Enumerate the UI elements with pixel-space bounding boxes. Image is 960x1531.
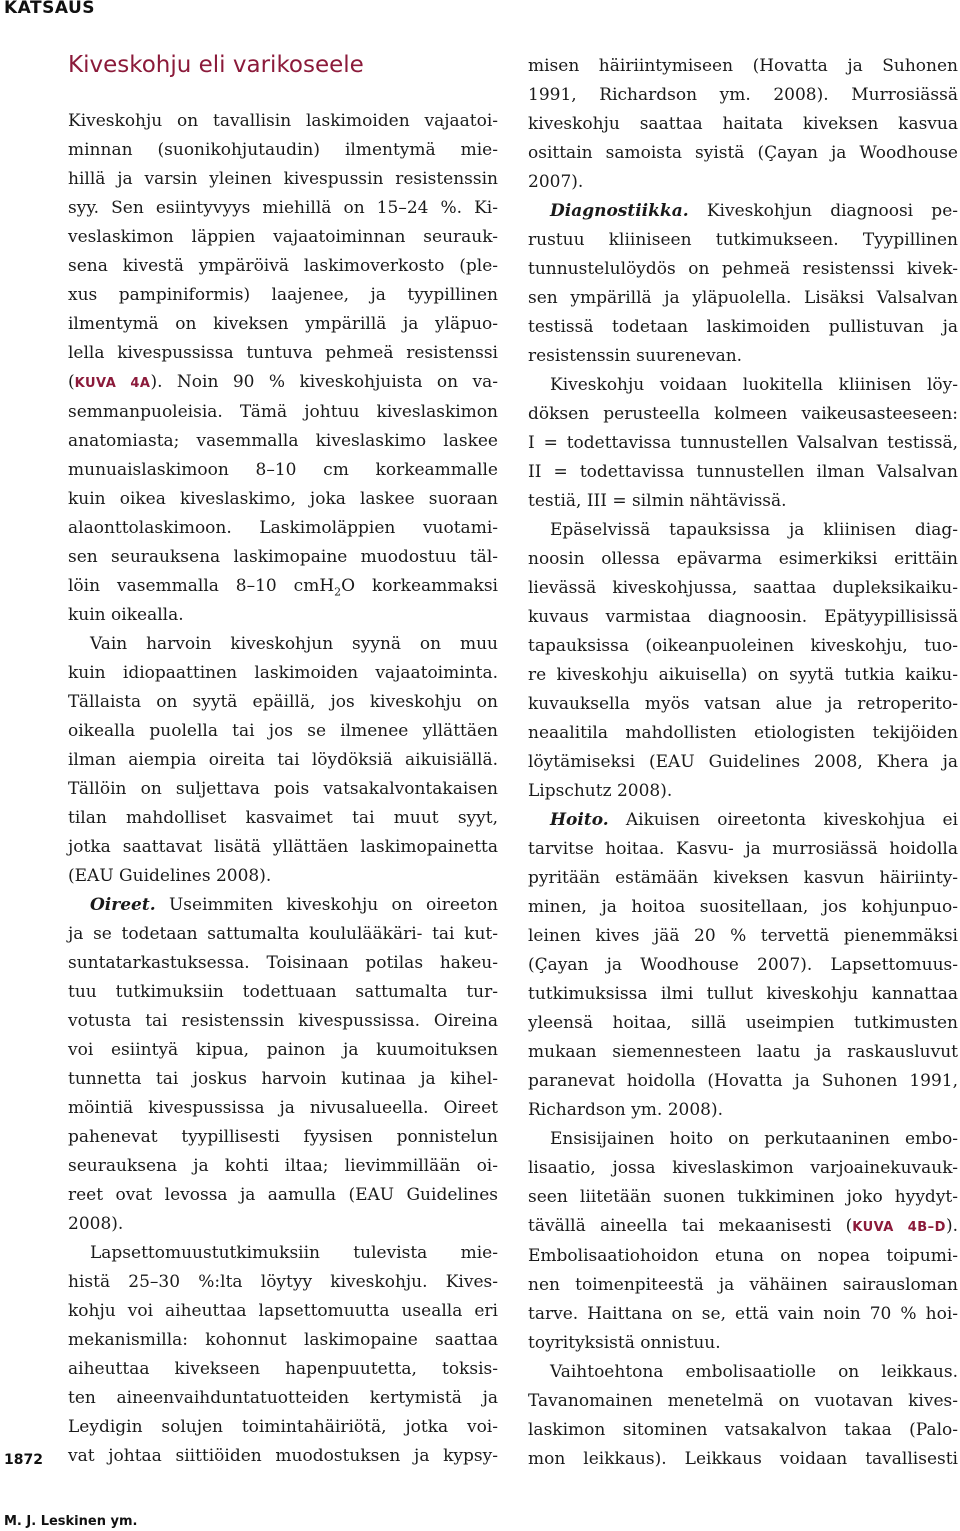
text-line: mon leikkaus). Leikkaus voidaan tavallisesti <box>528 1449 958 1469</box>
text-line: kuin idiopaattinen laskimoiden vajaatoiminta. <box>68 663 498 683</box>
text-line: anatomiasta; vasemmalla kiveslaskimo laskee <box>68 431 498 451</box>
text-line: minnan (suonikohjutaudin) ilmentymä mie- <box>68 140 498 160</box>
text-line: histä 25–30 %:lta löytyy kiveskohju. Kives- <box>68 1272 498 1292</box>
text-line: laskimon sitominen vatsakalvon takaa (Palo- <box>528 1420 958 1440</box>
text-line: lisaatio, jossa kiveslaskimon varjoainekuvauk- <box>528 1158 958 1178</box>
text-line: vat johtaa siittiöiden muodostuksen ja kypsy- <box>68 1446 498 1466</box>
text-line: (EAU Guidelines 2008). <box>68 866 272 886</box>
text-line: oikealla puolella tai jos se ilmenee yllättäen <box>68 721 498 741</box>
text-line: tuu tutkimuksiin todettuaan sattumalta tur- <box>68 982 498 1002</box>
text-line: yleensä hoitaa, sillä useimpien tutkimusten <box>528 1013 958 1033</box>
text-line: 1991, Richardson ym. 2008). Murrosiässä <box>528 85 958 105</box>
text-line: reet ovat levossa ja aamulla (EAU Guidelines <box>68 1185 498 1205</box>
text-line: tarvitse hoitaa. Kasvu- ja murrosiässä hoidolla <box>528 839 958 859</box>
text-line: tunnustelulöydös on pehmeä resistenssi kivek- <box>528 259 958 279</box>
text-line: pyritään estämään kiveksen kasvun häiriinty- <box>528 868 958 888</box>
text-line: paranevat hoidolla (Hovatta ja Suhonen 1991, <box>528 1071 958 1091</box>
subheading-oireet: Oireet. <box>90 895 156 915</box>
text-line: testiä, III = silmin nähtävissä. <box>528 491 787 511</box>
text-line: lievässä kiveskohjussa, saattaa dupleksikaiku- <box>528 578 958 598</box>
text-line: tarve. Haittana on se, että vain noin 70 % hoi- <box>528 1304 958 1324</box>
text-line: ilmentymä on kiveksen ympärillä ja yläpuo- <box>68 314 498 334</box>
text-line: döksen perusteella kolmeen vaikeusasteeseen: <box>528 404 958 424</box>
text-line: sena kivestä ympäröivä laskimoverkosto (ple- <box>68 256 498 276</box>
text-line: seurauksena ja kohti iltaa; lievimmillään oi- <box>68 1156 498 1176</box>
subscript: 2 <box>334 585 342 599</box>
text-line: kiveskohju saattaa haitata kiveksen kasvua <box>528 114 958 134</box>
text-line: ten aineenvaihduntatuotteiden kertymistä ja <box>68 1388 498 1408</box>
text-line: löytämiseksi (EAU Guidelines 2008, Khera ja <box>528 752 958 772</box>
text-line: 2008). <box>68 1214 124 1234</box>
article-title: Kiveskohju eli varikoseele <box>68 52 364 78</box>
text-line: tapauksissa (oikeanpuoleinen kiveskohju, tuo- <box>528 636 958 656</box>
text-line: semmanpuoleisia. Tämä johtuu kiveslaskimon <box>68 402 498 422</box>
text-line: mukaan siemennesteen laatu ja raskausluvut <box>528 1042 958 1062</box>
text-line: Tavanomainen menetelmä on vuotavan kives- <box>528 1391 958 1411</box>
text-line: minen, ja hoitoa suositellaan, jos kohjunpuo- <box>528 897 958 917</box>
right-column <box>528 52 958 1474</box>
text-line: 2007). <box>528 172 584 192</box>
text-line: kuvauksella myös vatsan alue ja retroperito- <box>528 694 958 714</box>
text-line: Tällaista on syytä epäillä, jos kiveskohju on <box>68 692 498 712</box>
text-line: syy. Sen esiintyvyys miehillä on 15–24 %. Ki- <box>68 198 498 218</box>
text-line: sen ympärillä ja yläpuolella. Lisäksi Valsalvan <box>528 288 958 308</box>
text-line: Tällöin on suljettava pois vatsakalvontakaisen <box>68 779 498 799</box>
text-line: ja se todetaan sattumalta koululääkäri- tai kut- <box>68 924 498 944</box>
section-label: KATSAUS <box>4 0 96 18</box>
text-line: sen seurauksena laskimopaine muodostuu täl- <box>68 547 498 567</box>
text-line: Lipschutz 2008). <box>528 781 673 801</box>
text-line: testissä todetaan laskimoiden pullistuvan ja <box>528 317 958 337</box>
text-line: suntatarkastuksessa. Toisinaan potilas hakeu- <box>68 953 498 973</box>
text-line: kuin oikea kiveslaskimo, joka laskee suoraan <box>68 489 498 509</box>
text-line: Epäselvissä tapauksissa ja kliinisen diag- <box>550 520 958 540</box>
text-line: Embolisaatiohoidon etuna on nopea toipumi- <box>528 1246 958 1266</box>
text-line: kohju voi aiheuttaa lapsettomuutta usealla eri <box>68 1301 498 1321</box>
text-line: möintiä kivespussissa ja nivusalueella. Oireet <box>68 1098 498 1118</box>
text-line: Kiveskohju voidaan luokitella kliinisen löy- <box>550 375 958 395</box>
text-line: Vaihtoehtona embolisaatiolle on leikkaus. <box>550 1362 958 1382</box>
text-line: tilan mahdolliset kasvaimet tai muut syyt, <box>68 808 498 828</box>
text-line: votusta tai resistenssin kivespussissa. Oireina <box>68 1011 498 1031</box>
text-line: Oireet. Useimmiten kiveskohju on oireeton <box>90 895 498 915</box>
text-line: pahenevat tyypillisesti fyysisen ponnistelun <box>68 1127 498 1147</box>
text-line: leinen kives jää 20 % tervettä pienemmäksi <box>528 926 958 946</box>
text-line: aiheuttaa kivekseen hapenpuutetta, toksis- <box>68 1359 498 1379</box>
left-column <box>68 107 498 1471</box>
text-line: tunnetta tai joskus harvoin kutinaa ja kihel- <box>68 1069 498 1089</box>
text-line: misen häiriintymiseen (Hovatta ja Suhonen <box>528 56 958 76</box>
text-line: Vain harvoin kiveskohjun syynä on muu <box>90 634 498 654</box>
text-line: Kiveskohju on tavallisin laskimoiden vajaatoi- <box>68 111 498 131</box>
text-line: mekanismilla: kohonnut laskimopaine saattaa <box>68 1330 498 1350</box>
figure-ref-4b-d[interactable]: KUVA 4B–D <box>852 1220 946 1235</box>
text-line: kuvaus varmistaa diagnoosin. Epätyypillisissä <box>528 607 958 627</box>
text-line: alaonttolaskimoon. Laskimoläppien vuotami- <box>68 518 498 538</box>
text-line: tävällä aineella tai mekaanisesti (KUVA 4B–D). <box>528 1216 958 1236</box>
text-line: voi esiintyä kipua, painon ja kuumoituksen <box>68 1040 498 1060</box>
text-line: (KUVA 4A). Noin 90 % kiveskohjuista on va- <box>68 372 498 392</box>
text-line: tutkimuksissa ilmi tullut kiveskohju kannattaa <box>528 984 958 1004</box>
text-line: veslaskimon läppien vajaatoiminnan seurauk- <box>68 227 498 247</box>
text-line: Ensisijainen hoito on perkutaaninen embo- <box>550 1129 958 1149</box>
text-line: Leydigin solujen toimintahäiriötä, jotka voi- <box>68 1417 498 1437</box>
text-line: nen toimenpiteestä ja vähäinen sairausloman <box>528 1275 958 1295</box>
text-line: toyrityksistä onnistuu. <box>528 1333 721 1353</box>
subheading-diagnostiikka: Diagnostiikka. <box>550 201 689 221</box>
author-footer: M. J. Leskinen ym. <box>4 1514 138 1529</box>
text-line: neaalitila mahdollisten etiologisten tekijöiden <box>528 723 958 743</box>
text-line: re kiveskohju aikuisella) on syytä tutkia kaiku- <box>528 665 958 685</box>
text-line: Diagnostiikka. Kiveskohjun diagnoosi pe- <box>550 201 958 221</box>
text-line: (Çayan ja Woodhouse 2007). Lapsettomuus- <box>528 955 958 975</box>
page-number: 1872 <box>4 1452 43 1468</box>
text-line: resistenssin suurenevan. <box>528 346 743 366</box>
text-line: ilman aiempia oireita tai löydöksiä aikuisiällä. <box>68 750 498 770</box>
text-line: löin vasemmalla 8–10 cmH$_2$O korkeammaksi <box>68 576 498 599</box>
text-line: Richardson ym. 2008). <box>528 1100 723 1120</box>
text-line: Lapsettomuustutkimuksiin tulevista mie- <box>90 1243 498 1263</box>
text-line: seen liitetään suonen tukkiminen joko hyydyt- <box>528 1187 958 1207</box>
text-line: jotka saattavat lisätä yllättäen laskimopainetta <box>68 837 498 857</box>
text-line: I = todettavissa tunnustellen Valsalvan testissä, <box>528 433 958 453</box>
subheading-hoito: Hoito. <box>550 810 609 830</box>
text-line: Hoito. Aikuisen oireetonta kiveskohjua ei <box>550 810 958 830</box>
text-line: kuin oikealla. <box>68 605 184 625</box>
figure-ref-4a[interactable]: KUVA 4A <box>74 376 151 391</box>
text-line: lella kivespussissa tuntuva pehmeä resistenssi <box>68 343 498 363</box>
text-line: xus pampiniformis) laajenee, ja tyypillinen <box>68 285 498 305</box>
text-line: rustuu kliiniseen tutkimukseen. Tyypillinen <box>528 230 958 250</box>
text-line: osittain samoista syistä (Çayan ja Woodhouse <box>528 143 958 163</box>
text-line: II = todettavissa tunnustellen ilman Valsalvan <box>528 462 958 482</box>
text-line: noosin ollessa epävarma esimerkiksi erittäin <box>528 549 958 569</box>
text-line: hillä ja varsin yleinen kivespussin resistenssin <box>68 169 498 189</box>
text-line: munuaislaskimoon 8–10 cm korkeammalle <box>68 460 498 480</box>
